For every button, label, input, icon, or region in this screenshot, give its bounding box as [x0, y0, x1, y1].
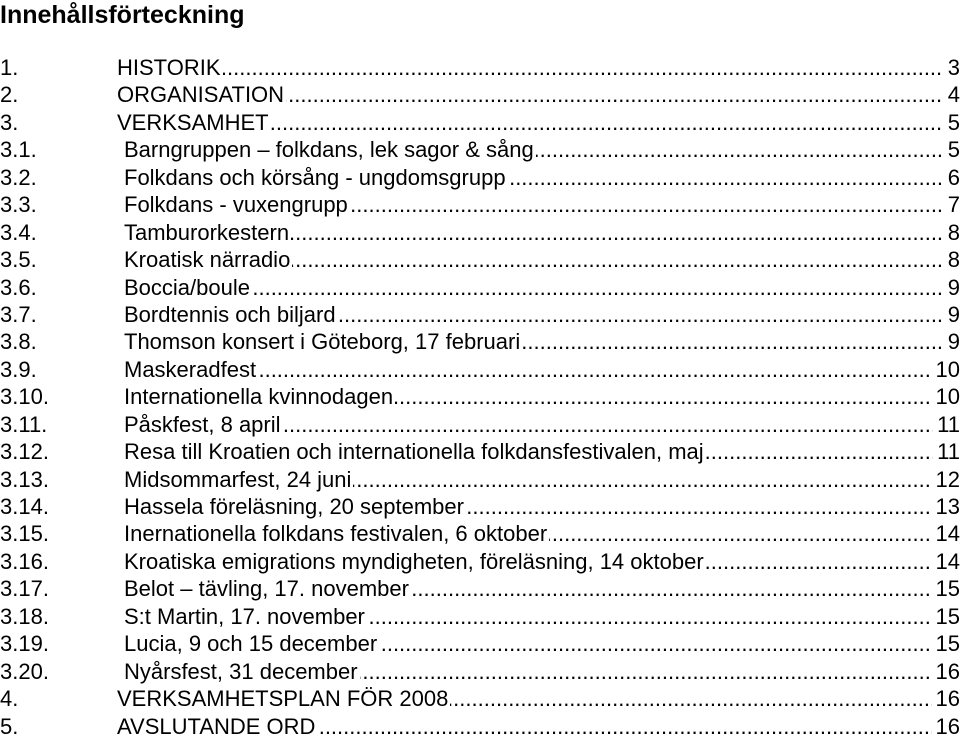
toc-entry-title: Barngruppen – folkdans, lek sagor & sång	[124, 137, 534, 163]
toc-entry-number: 3.1.	[0, 137, 37, 163]
toc-entry-number: 3.5.	[0, 247, 37, 273]
toc-entry-number: 3.4.	[0, 219, 37, 245]
toc-entry-page: 8	[944, 246, 960, 273]
toc-entry-page: 9	[944, 301, 960, 328]
toc-entry-number: 3.12.	[0, 439, 49, 465]
toc-entry-leader	[124, 575, 960, 602]
toc-entry-title: AVSLUTANDE ORD	[117, 713, 316, 739]
toc-entry-leader	[124, 301, 960, 328]
toc-entry[interactable]	[0, 356, 960, 383]
toc-entry-title: Inernationella folkdans festivalen, 6 oktober	[124, 521, 548, 547]
toc-entry-page: 11	[933, 438, 960, 465]
toc-entry-leader	[124, 466, 960, 493]
toc-entry-page: 15	[932, 630, 960, 657]
toc-entry[interactable]	[0, 658, 960, 685]
table-of-contents	[0, 54, 960, 740]
toc-entry-title: Belot – tävling, 17. november	[124, 576, 409, 602]
toc-entry-title: Boccia/boule	[124, 274, 250, 300]
toc-entry-leader	[117, 109, 960, 136]
toc-entry[interactable]	[0, 246, 960, 273]
toc-entry-page: 11	[933, 411, 960, 438]
toc-entry-leader	[124, 219, 960, 246]
toc-entry-title: Påskfest, 8 april	[124, 411, 281, 437]
toc-entry-page: 7	[944, 191, 960, 218]
toc-entry-number: 3.19.	[0, 631, 49, 657]
toc-entry-number: 3.9.	[0, 356, 37, 382]
toc-entry-title: Hassela föreläsning, 20 september	[124, 494, 464, 519]
toc-entry-number: 1.	[0, 55, 19, 80]
toc-entry-number: 3.16.	[0, 548, 49, 574]
toc-entry-title: Folkdans och körsång - ungdomsgrupp	[124, 164, 506, 190]
toc-entry[interactable]	[0, 274, 960, 301]
toc-entry-leader	[124, 274, 960, 301]
toc-entry-title: Kroatiska emigrations myndigheten, föreläsning, 14 oktober	[124, 548, 704, 574]
toc-entry-page: 8	[944, 219, 960, 246]
toc-entry-number: 3.	[0, 109, 19, 135]
toc-entry-leader	[117, 685, 960, 712]
toc-entry-leader	[117, 54, 960, 81]
toc-entry-page: 16	[932, 685, 960, 712]
toc-entry-title: HISTORIK	[117, 55, 221, 80]
toc-entry-number: 3.8.	[0, 329, 37, 355]
toc-entry-page: 4	[944, 81, 960, 108]
toc-entry-page: 10	[932, 383, 960, 410]
toc-entry-title: Midsommarfest, 24 juni	[124, 466, 352, 492]
toc-entry-leader	[124, 383, 960, 410]
page-title: Innehållsförteckning	[0, 1, 245, 29]
toc-entry-page: 9	[944, 328, 960, 355]
toc-entry[interactable]	[0, 81, 960, 108]
toc-entry-page: 3	[944, 54, 960, 81]
toc-entry-page: 6	[944, 164, 960, 191]
toc-entry-title: Folkdans - vuxengrupp	[124, 192, 348, 218]
toc-entry-leader	[124, 164, 960, 191]
toc-entry[interactable]	[0, 136, 960, 163]
toc-entry[interactable]	[0, 713, 960, 740]
toc-entry-number: 3.18.	[0, 603, 49, 629]
toc-entry[interactable]	[0, 301, 960, 328]
toc-entry-number: 3.2.	[0, 164, 37, 190]
toc-entry[interactable]	[0, 109, 960, 136]
toc-entry-leader	[124, 438, 960, 465]
toc-entry-title: Thomson konsert i Göteborg, 17 februari	[124, 329, 521, 355]
toc-entry-number: 2.	[0, 82, 19, 108]
toc-entry[interactable]	[0, 493, 960, 520]
toc-entry-title: Tamburorkestern	[124, 219, 290, 245]
toc-entry[interactable]	[0, 328, 960, 355]
toc-entry[interactable]	[0, 685, 960, 712]
toc-entry-title: Nyårsfest, 31 december	[124, 658, 358, 684]
toc-entry-leader	[124, 548, 960, 575]
toc-entry-number: 3.6.	[0, 274, 37, 300]
toc-entry-page: 10	[932, 356, 960, 383]
toc-entry-leader	[124, 356, 960, 383]
toc-entry-page: 12	[932, 466, 960, 493]
toc-entry[interactable]	[0, 411, 960, 438]
toc-entry-number: 3.7.	[0, 301, 37, 327]
toc-entry-page: 16	[932, 713, 960, 740]
toc-entry-leader	[124, 328, 960, 355]
toc-entry-title: S:t Martin, 17. november	[124, 603, 365, 629]
toc-entry[interactable]	[0, 603, 960, 630]
toc-entry-title: Maskeradfest	[124, 356, 257, 382]
toc-entry-number: 5.	[0, 713, 19, 739]
toc-entry-page: 15	[932, 603, 960, 630]
toc-entry[interactable]	[0, 164, 960, 191]
toc-entry-number: 3.15.	[0, 521, 49, 547]
toc-entry-number: 3.14.	[0, 494, 49, 519]
toc-entry-leader	[124, 630, 960, 657]
toc-entry-number: 3.3.	[0, 192, 37, 218]
toc-entry-page: 5	[944, 136, 960, 163]
toc-entry-page: 5	[944, 109, 960, 136]
toc-entry[interactable]	[0, 630, 960, 657]
toc-entry-leader	[124, 411, 960, 438]
toc-entry[interactable]	[0, 575, 960, 602]
toc-entry[interactable]	[0, 54, 960, 81]
toc-entry[interactable]	[0, 191, 960, 218]
toc-entry[interactable]	[0, 466, 960, 493]
toc-entry-page: 9	[944, 274, 960, 301]
toc-entry[interactable]	[0, 438, 960, 465]
toc-entry-leader	[124, 246, 960, 273]
toc-entry-number: 3.17.	[0, 576, 49, 602]
toc-entry-leader	[124, 191, 960, 218]
toc-entry-number: 3.20.	[0, 658, 49, 684]
toc-entry-title: ORGANISATION	[117, 82, 285, 108]
toc-entry-leader	[124, 520, 960, 547]
toc-entry-page: 14	[932, 520, 960, 547]
toc-entry-number: 3.13.	[0, 466, 49, 492]
toc-entry-title: Bordtennis och biljard	[124, 301, 336, 327]
toc-entry[interactable]	[0, 383, 960, 410]
toc-entry[interactable]	[0, 219, 960, 246]
toc-entry-title: VERKSAMHETSPLAN FÖR 2008	[117, 686, 449, 712]
toc-entry-title: Kroatisk närradio	[124, 247, 291, 273]
toc-entry-leader	[124, 603, 960, 630]
toc-entry-page: 13	[932, 493, 960, 520]
toc-entry-page: 14	[932, 548, 960, 575]
toc-entry-leader	[117, 713, 960, 740]
toc-entry-number: 4.	[0, 686, 19, 712]
toc-entry-leader	[124, 493, 960, 520]
toc-entry-number: 3.10.	[0, 384, 49, 410]
toc-entry-leader	[124, 136, 960, 163]
toc-entry-title: Internationella kvinnodagen	[124, 384, 394, 410]
toc-entry-title: VERKSAMHET	[117, 109, 269, 135]
toc-entry-page: 16	[932, 658, 960, 685]
toc-entry-title: Resa till Kroatien och internationella folkdansfestivalen, maj	[124, 439, 704, 465]
toc-entry[interactable]	[0, 548, 960, 575]
toc-entry-title: Lucia, 9 och 15 december	[124, 631, 378, 657]
toc-entry-leader	[124, 658, 960, 685]
toc-entry-leader	[117, 81, 960, 108]
toc-entry-number: 3.11.	[0, 411, 48, 437]
toc-entry-page: 15	[932, 575, 960, 602]
toc-entry[interactable]	[0, 520, 960, 547]
